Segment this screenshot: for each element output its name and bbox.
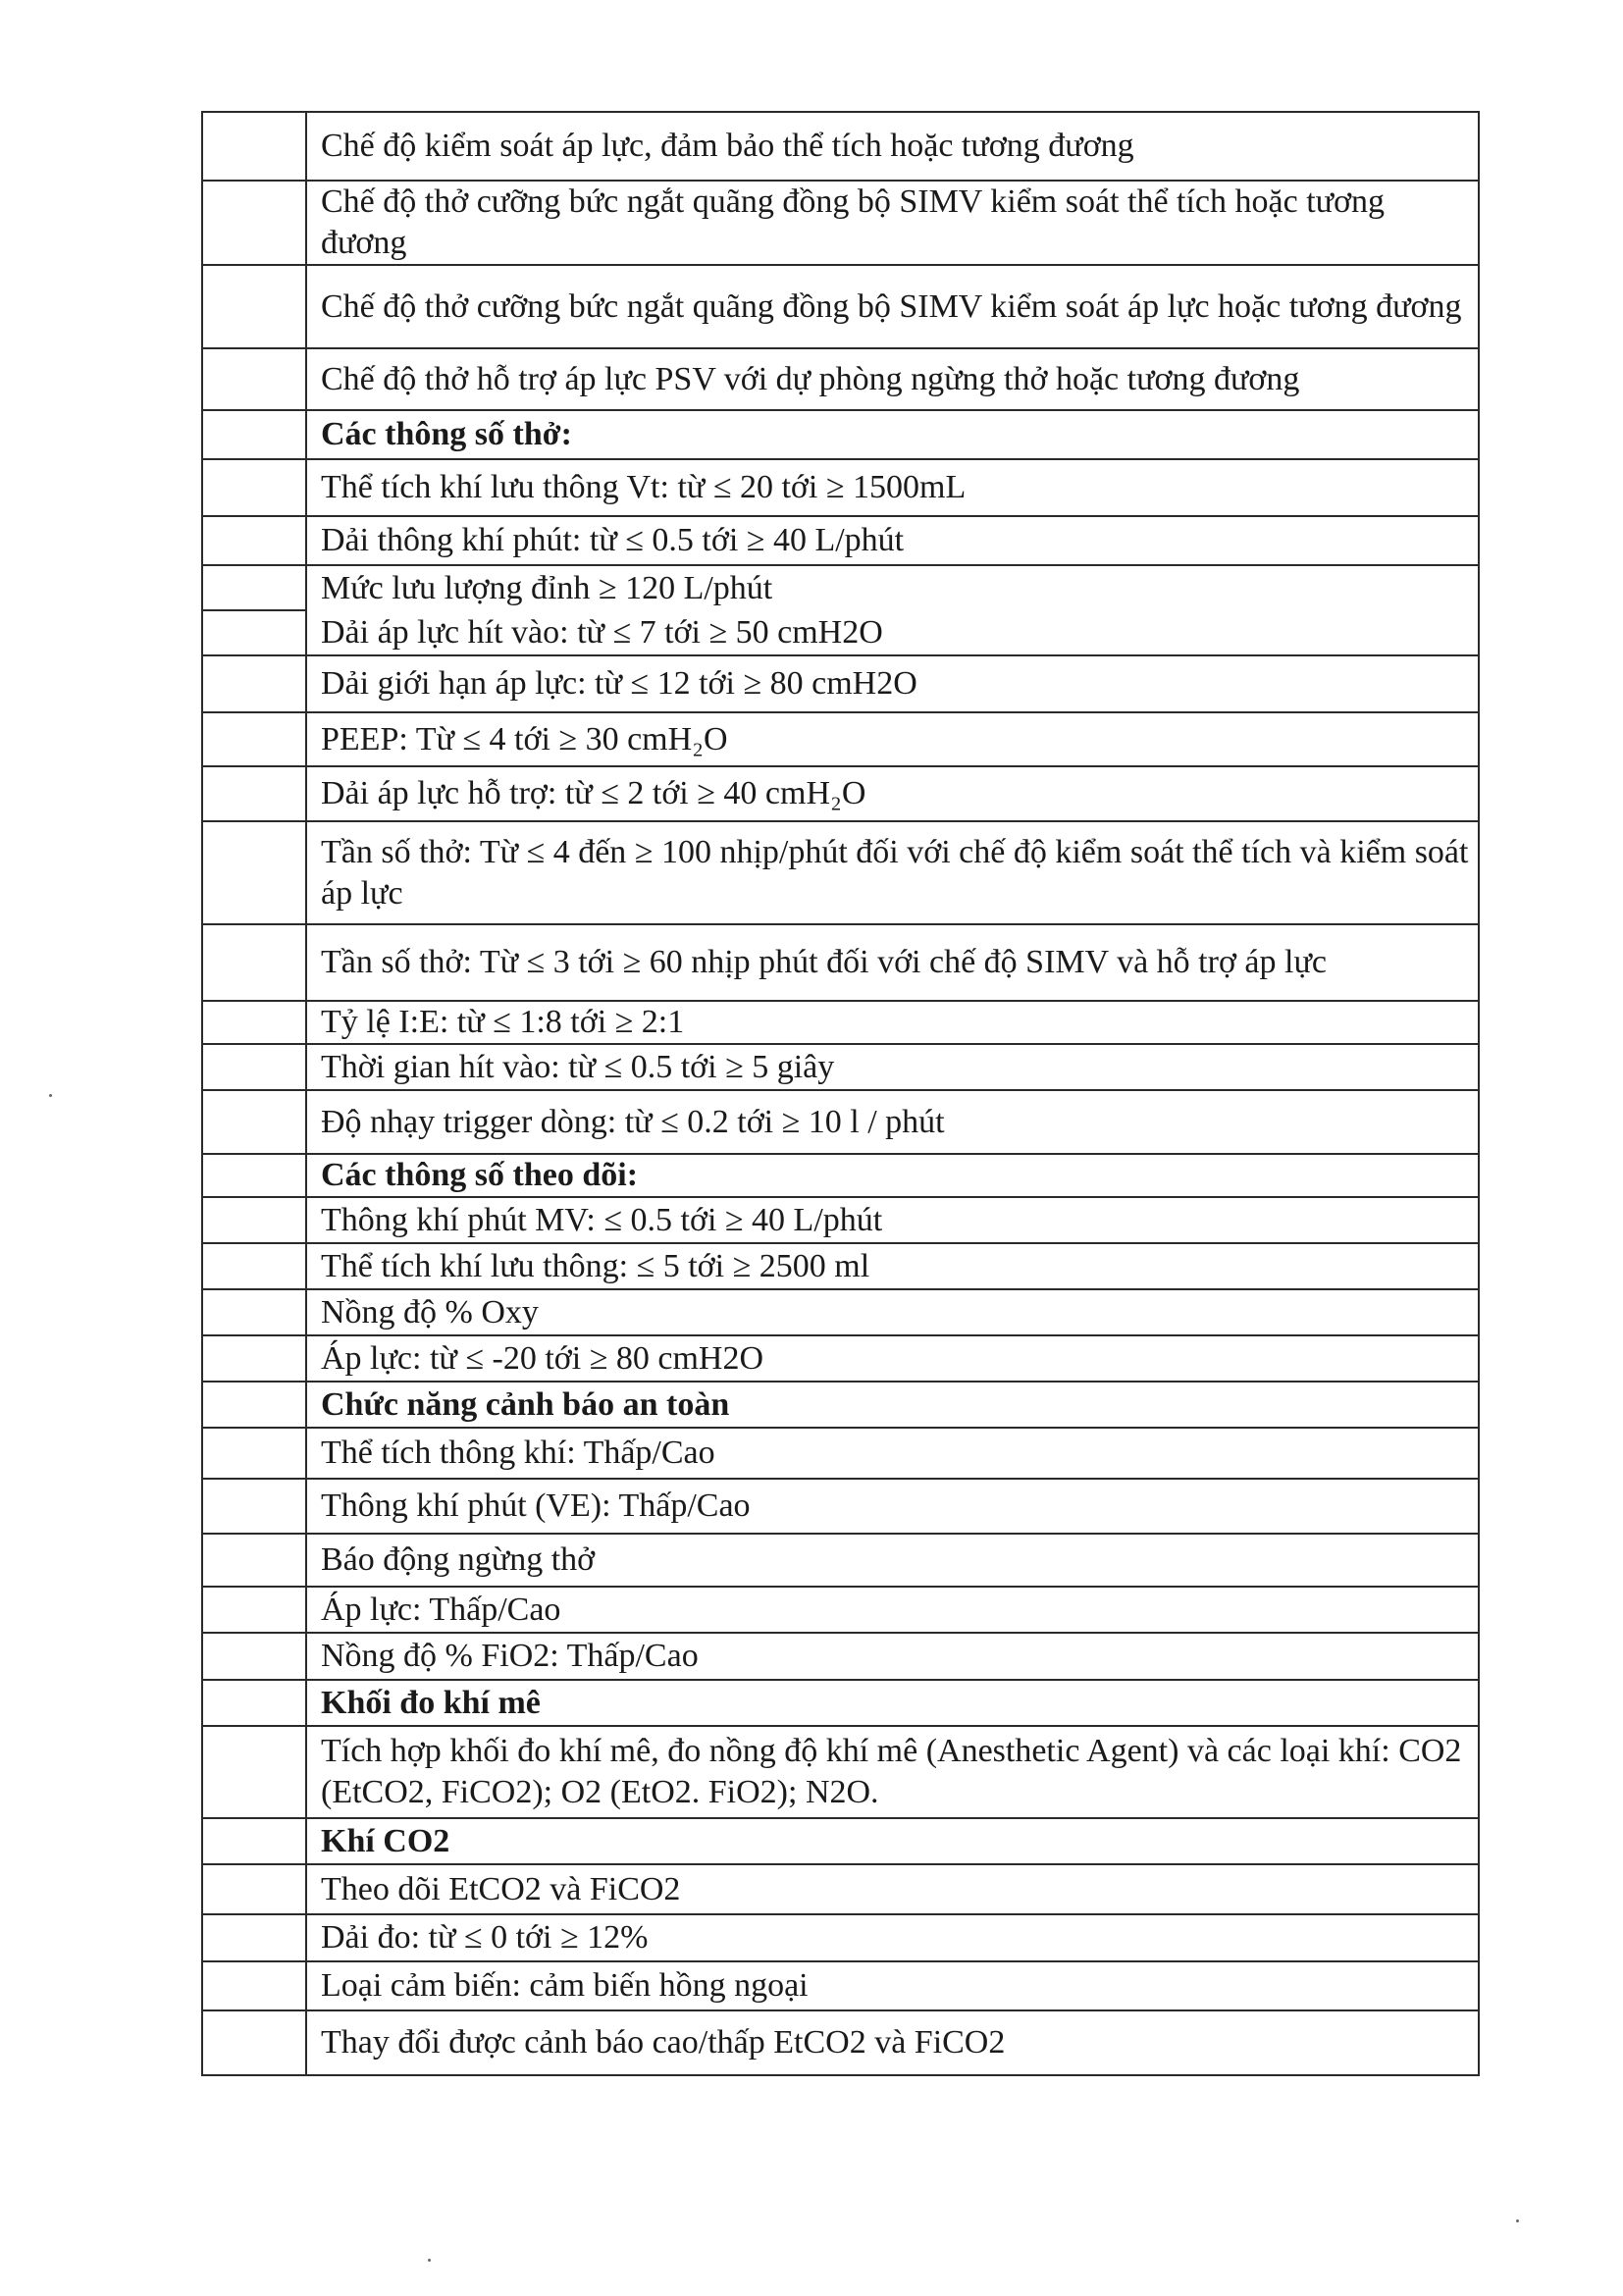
- scan-speck: [1516, 2219, 1519, 2222]
- specification-cell: Áp lực: từ ≤ -20 tới ≥ 80 cmH2O: [306, 1335, 1479, 1382]
- index-cell: [202, 181, 306, 265]
- table-row: [202, 1534, 1479, 1587]
- specification-cell: Tích hợp khối đo khí mê, đo nồng độ khí mê (Anesthetic Agent) và các loại khí: CO2 (EtCO2, FiCO2); O2 (EtO2. FiO2); N2O.: [306, 1726, 1479, 1818]
- index-cell: [202, 1534, 306, 1587]
- table-row: [202, 181, 1479, 265]
- index-cell: [202, 1154, 306, 1197]
- specification-table-body: [202, 112, 1479, 2075]
- specification-cell: Dải thông khí phút: từ ≤ 0.5 tới ≥ 40 L/phút: [306, 516, 1479, 565]
- section-heading: Các thông số thở:: [306, 410, 1479, 459]
- section-header-row: [202, 1818, 1479, 1864]
- table-row: [202, 1090, 1479, 1154]
- specification-cell: Thông khí phút MV: ≤ 0.5 tới ≥ 40 L/phút: [306, 1197, 1479, 1243]
- specification-cell: Báo động ngừng thở: [306, 1534, 1479, 1587]
- section-heading: Khí CO2: [306, 1818, 1479, 1864]
- table-row: [202, 924, 1479, 1001]
- specification-cell: Nồng độ % Oxy: [306, 1289, 1479, 1335]
- specification-cell: Loại cảm biến: cảm biến hồng ngoại: [306, 1961, 1479, 2010]
- table-row: [202, 1864, 1479, 1914]
- specification-cell: Chế độ kiểm soát áp lực, đảm bảo thể tích hoặc tương đương: [306, 112, 1479, 181]
- index-cell: [202, 2010, 306, 2075]
- table-row: [202, 348, 1479, 410]
- table-row: [202, 1001, 1479, 1044]
- index-cell: [202, 1961, 306, 2010]
- index-cell: [202, 1587, 306, 1633]
- index-cell: [202, 1044, 306, 1090]
- section-heading: Các thông số theo dõi:: [306, 1154, 1479, 1197]
- specification-cell: Áp lực: Thấp/Cao: [306, 1587, 1479, 1633]
- table-row: [202, 459, 1479, 516]
- index-cell: [202, 655, 306, 712]
- index-cell: [202, 610, 306, 655]
- index-cell: [202, 348, 306, 410]
- specification-table: [201, 111, 1480, 2076]
- index-cell: [202, 565, 306, 610]
- table-row: [202, 655, 1479, 712]
- index-cell: [202, 712, 306, 766]
- specification-cell: Mức lưu lượng đỉnh ≥ 120 L/phút: [306, 565, 1479, 610]
- index-cell: [202, 1428, 306, 1479]
- section-header-row: [202, 1382, 1479, 1428]
- specification-cell: Thay đổi được cảnh báo cao/thấp EtCO2 và FiCO2: [306, 2010, 1479, 2075]
- specification-cell: Tần số thở: Từ ≤ 4 đến ≥ 100 nhịp/phút đối với chế độ kiểm soát thể tích và kiểm soát áp lực: [306, 821, 1479, 924]
- table-row: [202, 1587, 1479, 1633]
- specification-cell: Độ nhạy trigger dòng: từ ≤ 0.2 tới ≥ 10 l / phút: [306, 1090, 1479, 1154]
- index-cell: [202, 766, 306, 821]
- index-cell: [202, 1382, 306, 1428]
- section-heading: Chức năng cảnh báo an toàn: [306, 1382, 1479, 1428]
- index-cell: [202, 410, 306, 459]
- table-row: [202, 2010, 1479, 2075]
- specification-cell: Thời gian hít vào: từ ≤ 0.5 tới ≥ 5 giây: [306, 1044, 1479, 1090]
- table-row: [202, 1044, 1479, 1090]
- specification-cell: PEEP: Từ ≤ 4 tới ≥ 30 cmH₂O: [306, 712, 1479, 766]
- specification-cell: Dải đo: từ ≤ 0 tới ≥ 12%: [306, 1914, 1479, 1961]
- specification-cell: Thông khí phút (VE): Thấp/Cao: [306, 1479, 1479, 1534]
- index-cell: [202, 1335, 306, 1382]
- table-row: [202, 1633, 1479, 1680]
- scan-speck: [428, 2259, 431, 2262]
- index-cell: [202, 1864, 306, 1914]
- index-cell: [202, 1633, 306, 1680]
- table-row: [202, 1479, 1479, 1534]
- index-cell: [202, 112, 306, 181]
- table-row: [202, 1726, 1479, 1818]
- table-row: [202, 1914, 1479, 1961]
- index-cell: [202, 1243, 306, 1289]
- specification-cell: Dải áp lực hỗ trợ: từ ≤ 2 tới ≥ 40 cmH₂O: [306, 766, 1479, 821]
- index-cell: [202, 924, 306, 1001]
- specification-cell: Nồng độ % FiO2: Thấp/Cao: [306, 1633, 1479, 1680]
- table-row: [202, 516, 1479, 565]
- index-cell: [202, 1818, 306, 1864]
- section-header-row: [202, 410, 1479, 459]
- index-cell: [202, 1479, 306, 1534]
- specification-cell: Tỷ lệ I:E: từ ≤ 1:8 tới ≥ 2:1: [306, 1001, 1479, 1044]
- section-header-row: [202, 1680, 1479, 1726]
- specification-cell: Thể tích khí lưu thông: ≤ 5 tới ≥ 2500 ml: [306, 1243, 1479, 1289]
- table-row: [202, 1428, 1479, 1479]
- table-row: [202, 821, 1479, 924]
- index-cell: [202, 1680, 306, 1726]
- index-cell: [202, 516, 306, 565]
- table-row: [202, 1961, 1479, 2010]
- table-row: [202, 112, 1479, 181]
- index-cell: [202, 821, 306, 924]
- section-header-row: [202, 1154, 1479, 1197]
- index-cell: [202, 1914, 306, 1961]
- table-row: [202, 712, 1479, 766]
- table-row: [202, 1243, 1479, 1289]
- index-cell: [202, 1289, 306, 1335]
- table-row: [202, 1335, 1479, 1382]
- table-row: [202, 610, 1479, 655]
- table-row: [202, 766, 1479, 821]
- specification-cell: Dải giới hạn áp lực: từ ≤ 12 tới ≥ 80 cmH2O: [306, 655, 1479, 712]
- table-row: [202, 1289, 1479, 1335]
- index-cell: [202, 459, 306, 516]
- index-cell: [202, 1090, 306, 1154]
- index-cell: [202, 265, 306, 348]
- specification-cell: Tần số thở: Từ ≤ 3 tới ≥ 60 nhịp phút đối với chế độ SIMV và hỗ trợ áp lực: [306, 924, 1479, 1001]
- specification-cell: Thể tích khí lưu thông Vt: từ ≤ 20 tới ≥ 1500mL: [306, 459, 1479, 516]
- table-row: [202, 1197, 1479, 1243]
- specification-cell: Thể tích thông khí: Thấp/Cao: [306, 1428, 1479, 1479]
- index-cell: [202, 1726, 306, 1818]
- table-row: [202, 565, 1479, 610]
- specification-cell: Chế độ thở hỗ trợ áp lực PSV với dự phòng ngừng thở hoặc tương đương: [306, 348, 1479, 410]
- index-cell: [202, 1001, 306, 1044]
- scan-speck: [49, 1094, 52, 1097]
- section-heading: Khối đo khí mê: [306, 1680, 1479, 1726]
- specification-cell: Chế độ thở cưỡng bức ngắt quãng đồng bộ SIMV kiểm soát thể tích hoặc tương đương: [306, 181, 1479, 265]
- specification-cell: Theo dõi EtCO2 và FiCO2: [306, 1864, 1479, 1914]
- specification-cell: Chế độ thở cưỡng bức ngắt quãng đồng bộ SIMV kiểm soát áp lực hoặc tương đương: [306, 265, 1479, 348]
- table-row: [202, 265, 1479, 348]
- specification-cell: Dải áp lực hít vào: từ ≤ 7 tới ≥ 50 cmH2O: [306, 610, 1479, 655]
- index-cell: [202, 1197, 306, 1243]
